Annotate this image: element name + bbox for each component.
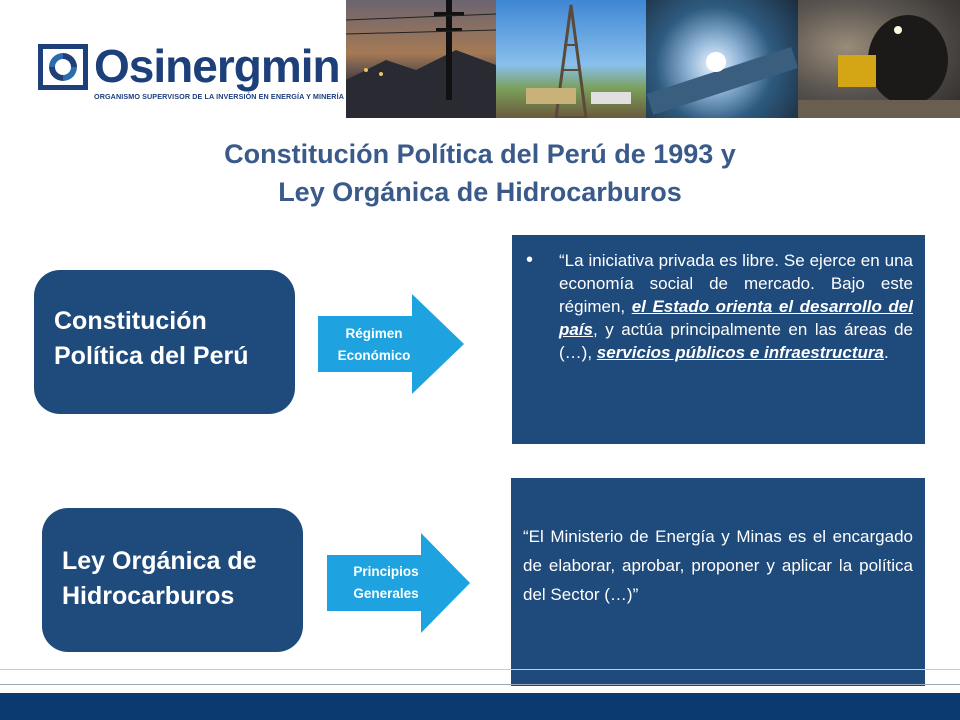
brand-name: Osinergmin [94,40,340,92]
constitution-label-line-1: Constitución [54,307,207,335]
constitution-label-line-2: Política del Perú [54,342,249,370]
header-photo-strip [346,0,960,118]
quote-text-part-2: , y actúa principalmente en las áreas de (…), [559,320,913,362]
ministry-quote-box [511,478,925,686]
constitution-box [34,270,295,414]
welding-photo [646,0,798,118]
brand-tagline: ORGANISMO SUPERVISOR DE LA INVERSIÓN EN ENERGÍA Y MINERÍA [94,92,344,101]
regimen-label-line-2: Económico [337,348,411,363]
footer-bar [0,693,960,720]
title-line-1: Constitución Política del Perú de 1993 y [224,139,736,169]
law-label-line-1: Ley Orgánica de [62,547,257,575]
regimen-arrow-label [318,323,430,367]
law-label-line-2: Hidrocarburos [62,582,235,610]
principios-label-line-2: Generales [353,586,419,601]
osinergmin-emblem-icon [38,44,88,90]
principios-arrow-label [327,561,445,605]
bullet-icon: • [526,249,534,271]
mine-tunnel-photo [798,0,960,118]
power-lines-photo [346,0,496,118]
quote-text-part-3: . [884,343,889,362]
footer-divider-light [0,669,960,670]
quote-emphasis-2: servicios públicos e infraestructura [596,343,884,362]
constitution-quote [559,249,913,364]
quote-emphasis-1: el Estado orienta el desarrollo del país [559,297,913,339]
oil-rig-photo [496,0,646,118]
ministry-quote: “El Ministerio de Energía y Minas es el encargado de elaborar, aprobar, proponer y aplicar la política del Sector (…)” [523,527,913,604]
title-line-2: Ley Orgánica de Hidrocarburos [278,177,682,207]
osinergmin-logo [38,40,344,112]
principios-label-line-1: Principios [353,564,419,579]
footer-divider [0,684,960,685]
regimen-label-line-1: Régimen [345,326,403,341]
quote-text-part-1: “La iniciativa privada es libre. Se ejerce en una economía social de mercado. Bajo este régimen, [559,251,913,316]
hydrocarbons-law-box [42,508,303,652]
constitution-quote-box [512,235,925,444]
page-title [0,135,960,211]
